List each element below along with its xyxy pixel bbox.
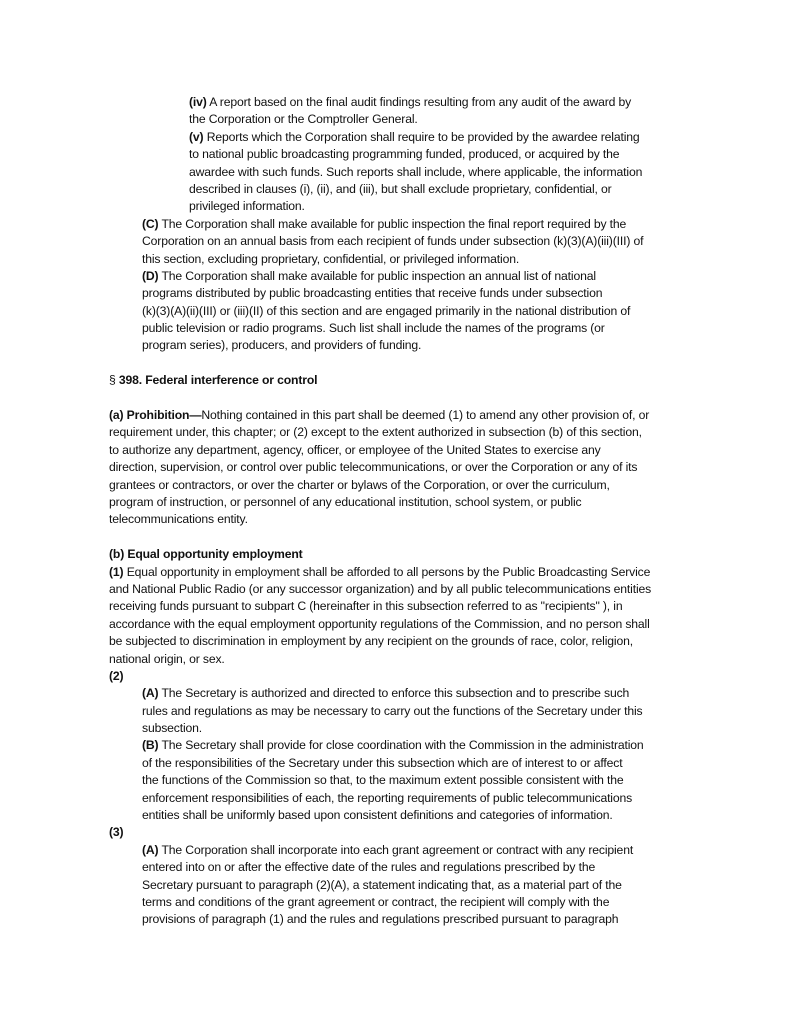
line-text: terms and conditions of the grant agreement or contract, the recipient will comply with the [142, 894, 610, 909]
text-line [142, 877, 760, 894]
line-text: awardee with such funds. Such reports shall include, where applicable, the information [189, 164, 643, 179]
text-line [142, 320, 760, 337]
text-line [142, 337, 760, 354]
text-line [109, 564, 760, 581]
text-line [109, 424, 760, 441]
line-text: to national public broadcasting programming funded, produced, or acquired by the [189, 147, 620, 162]
paragraph-label: (B) [142, 738, 159, 753]
line-text: (k)(3)(A)(ii)(III) or (iii)(II) of this section and are engaged primarily in the national distribution of [142, 303, 631, 318]
blank-line [109, 390, 760, 407]
text-line [142, 268, 760, 285]
text-line [189, 111, 760, 128]
paragraph [109, 685, 760, 737]
text-line [142, 911, 760, 928]
paragraph-label: (3) [109, 825, 124, 840]
line-text: accordance with the equal employment opportunity regulations of the Commission, and no person shall [109, 616, 650, 631]
text-line [189, 94, 760, 111]
paragraph [109, 737, 760, 824]
paragraph-label: (1) [109, 564, 124, 579]
text-line [142, 737, 760, 754]
text-line [142, 859, 760, 876]
paragraph [109, 407, 760, 529]
line-text: The Corporation shall make available for public inspection the final report required by the [161, 216, 627, 231]
paragraph-label: (iv) [189, 95, 207, 109]
paragraph [109, 546, 760, 563]
line-text: The Corporation shall make available for public inspection an annual list of national [161, 268, 596, 283]
paragraph [109, 129, 760, 216]
text-line [109, 581, 760, 598]
text-line [142, 755, 760, 772]
paragraph-label: 398. Federal interference or control [118, 373, 318, 388]
line-text: this section, excluding proprietary, confidential, or privileged information. [142, 251, 520, 266]
line-text: programs distributed by public broadcasting entities that receive funds under subsection [142, 286, 603, 301]
line-text: be subjected to discrimination in employment by any recipient on the grounds of race, color, religion, [109, 634, 633, 649]
text-line [109, 372, 760, 389]
line-text: The Secretary shall provide for close coordination with the Commission in the administration [161, 738, 644, 753]
text-line [189, 181, 760, 198]
line-text: rules and regulations as may be necessary to carry out the functions of the Secretary under this [142, 703, 643, 718]
text-line [109, 407, 760, 424]
line-text: The Corporation shall incorporate into each grant agreement or contract with any recipient [161, 842, 634, 857]
paragraph [109, 824, 760, 841]
line-text: enforcement responsibilities of each, the reporting requirements of public telecommunications [142, 790, 633, 805]
text-line [109, 477, 760, 494]
paragraph [109, 668, 760, 685]
line-text: to authorize any department, agency, officer, or employee of the United States to exercise any [109, 442, 601, 457]
text-line [109, 511, 760, 528]
text-line [142, 216, 760, 233]
paragraph [109, 372, 760, 389]
text-line [142, 772, 760, 789]
text-line [142, 894, 760, 911]
paragraph-label: (A) [142, 842, 159, 857]
line-text: public television or radio programs. Such list shall include the names of the programs (or [142, 321, 605, 336]
line-text: of the responsibilities of the Secretary under this subsection which are of interest to or affect [142, 755, 623, 770]
text-line [109, 546, 760, 563]
line-text: A report based on the final audit findings resulting from any audit of the award by [209, 95, 632, 109]
line-text: privileged information. [189, 199, 305, 214]
line-text: and National Public Radio (or any successor organization) and by all public telecommunications entities [109, 581, 652, 596]
paragraph [109, 564, 760, 668]
blank-line [109, 355, 760, 372]
paragraph [109, 216, 760, 268]
paragraph [109, 268, 760, 355]
text-line [189, 164, 760, 181]
paragraph-label: (v) [189, 129, 204, 144]
line-text: entities shall be uniformly based upon consistent definitions and categories of information. [142, 808, 613, 823]
line-text: subsection. [142, 721, 203, 736]
text-line [142, 720, 760, 737]
line-text: direction, supervision, or control over public telecommunications, or over the Corporation or any of its [109, 460, 638, 475]
line-text: entered into on or after the effective date of the rules and regulations prescribed by the [142, 860, 596, 875]
text-line [142, 303, 760, 320]
text-line [109, 651, 760, 668]
paragraph [109, 842, 760, 929]
paragraph-label: (D) [142, 268, 159, 283]
text-line [109, 459, 760, 476]
line-text: national origin, or sex. [109, 651, 225, 666]
line-text: grantees or contractors, or over the charter or bylaws of the Corporation, or over the curriculum, [109, 477, 610, 492]
paragraph-label: (A) [142, 686, 159, 701]
text-line [142, 685, 760, 702]
text-line [109, 598, 760, 615]
text-line [189, 198, 760, 215]
line-text: The Secretary is authorized and directed to enforce this subsection and to prescribe such [161, 686, 630, 701]
text-line [142, 251, 760, 268]
blank-line [109, 529, 760, 546]
line-text: provisions of paragraph (1) and the rules and regulations prescribed pursuant to paragraph [142, 912, 619, 927]
paragraph [109, 94, 760, 129]
text-line [109, 442, 760, 459]
line-text: Corporation on an annual basis from each recipient of funds under subsection (k)(3)(A)(iii)(III) of [142, 234, 644, 249]
text-line [142, 842, 760, 859]
text-line [109, 616, 760, 633]
line-text: receiving funds pursuant to subpart C (hereinafter in this subsection referred to as "recipients" ), in [109, 599, 623, 614]
line-text: Equal opportunity in employment shall be afforded to all persons by the Public Broadcasting Service [126, 564, 651, 579]
line-text: Reports which the Corporation shall require to be provided by the awardee relating [206, 129, 640, 144]
text-line [109, 494, 760, 511]
text-line [109, 668, 760, 685]
text-line [142, 285, 760, 302]
line-text: program of instruction, or personnel of any educational institution, school system, or public [109, 494, 582, 509]
text-line [109, 824, 760, 841]
line-text: telecommunications entity. [109, 512, 248, 527]
line-text: program series), producers, and providers of funding. [142, 338, 422, 353]
text-line [109, 633, 760, 650]
line-text: Nothing contained in this part shall be deemed (1) to amend any other provision of, or [201, 408, 650, 423]
text-line [189, 146, 760, 163]
section-symbol: § [109, 373, 119, 388]
line-text: requirement under, this chapter; or (2) except to the extent authorized in subsection (b) of this section, [109, 425, 642, 440]
text-line [142, 790, 760, 807]
document-page [109, 94, 760, 929]
paragraph-label: (2) [109, 668, 124, 683]
text-line [142, 703, 760, 720]
paragraph-label: (b) Equal opportunity employment [109, 547, 303, 562]
text-line [142, 807, 760, 824]
line-text: the functions of the Commission so that, to the maximum extent possible consistent with the [142, 773, 624, 788]
paragraph-label: (a) Prohibition— [109, 408, 202, 423]
line-text: described in clauses (i), (ii), and (iii), but shall exclude proprietary, confidential, or [189, 181, 612, 196]
text-line [142, 233, 760, 250]
line-text: Secretary pursuant to paragraph (2)(A), a statement indicating that, as a material part of the [142, 877, 622, 892]
paragraph-label: (C) [142, 216, 159, 231]
line-text: the Corporation or the Comptroller General. [189, 112, 418, 127]
text-line [189, 129, 760, 146]
